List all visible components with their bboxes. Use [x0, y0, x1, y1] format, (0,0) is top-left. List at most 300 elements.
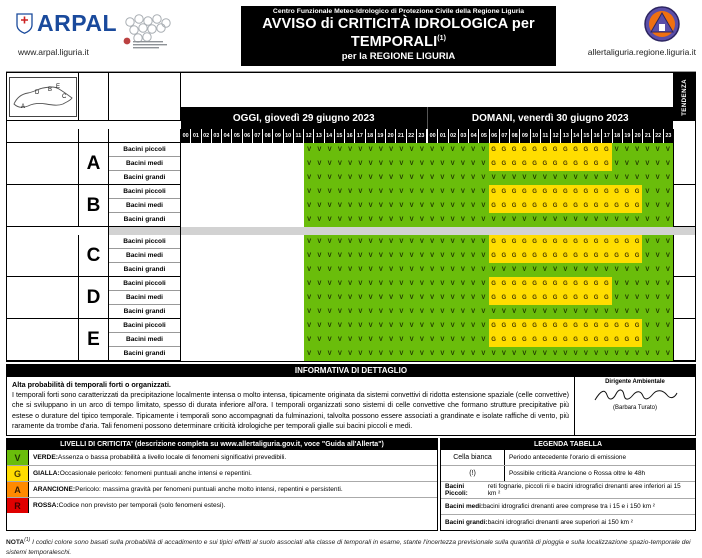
criticity-cell-A-1-44[interactable]: V: [632, 157, 642, 171]
criticity-cell-B-2-35[interactable]: V: [540, 213, 550, 227]
criticity-cell-B-1-40[interactable]: G: [591, 199, 601, 213]
criticity-cell-C-0-27[interactable]: V: [458, 235, 468, 249]
criticity-cell-D-0-30[interactable]: G: [489, 277, 499, 291]
criticity-cell-E-1-27[interactable]: V: [458, 333, 468, 347]
criticity-cell-A-2-1[interactable]: [191, 171, 201, 185]
criticity-cell-C-2-26[interactable]: V: [448, 263, 458, 277]
criticity-cell-C-0-29[interactable]: V: [478, 235, 488, 249]
criticity-cell-C-1-6[interactable]: [243, 249, 253, 263]
criticity-cell-C-0-41[interactable]: G: [601, 235, 611, 249]
criticity-cell-B-2-15[interactable]: V: [335, 213, 345, 227]
criticity-cell-B-1-11[interactable]: [294, 199, 304, 213]
criticity-cell-E-2-18[interactable]: V: [366, 347, 376, 361]
criticity-cell-B-1-37[interactable]: G: [560, 199, 570, 213]
criticity-cell-E-1-7[interactable]: [253, 333, 263, 347]
criticity-cell-B-0-17[interactable]: V: [355, 185, 365, 199]
criticity-cell-A-1-3[interactable]: [212, 157, 222, 171]
criticity-cell-C-1-15[interactable]: V: [335, 249, 345, 263]
criticity-cell-E-2-44[interactable]: V: [632, 347, 642, 361]
criticity-cell-B-2-31[interactable]: V: [499, 213, 509, 227]
criticity-cell-D-0-38[interactable]: G: [571, 277, 581, 291]
criticity-cell-D-0-26[interactable]: V: [448, 277, 458, 291]
criticity-cell-C-0-0[interactable]: [181, 235, 191, 249]
criticity-cell-D-2-23[interactable]: V: [417, 305, 427, 319]
criticity-cell-C-2-35[interactable]: V: [540, 263, 550, 277]
criticity-cell-B-0-18[interactable]: V: [366, 185, 376, 199]
criticity-cell-A-2-39[interactable]: V: [581, 171, 591, 185]
criticity-cell-D-0-15[interactable]: V: [335, 277, 345, 291]
criticity-cell-E-2-45[interactable]: V: [642, 347, 652, 361]
criticity-cell-B-1-13[interactable]: V: [314, 199, 324, 213]
criticity-cell-B-0-47[interactable]: V: [663, 185, 673, 199]
criticity-cell-E-1-24[interactable]: V: [427, 333, 437, 347]
criticity-cell-A-2-31[interactable]: V: [499, 171, 509, 185]
criticity-cell-E-0-43[interactable]: G: [622, 319, 632, 333]
criticity-cell-A-0-10[interactable]: [284, 143, 294, 157]
criticity-cell-C-2-19[interactable]: V: [376, 263, 386, 277]
criticity-cell-D-0-37[interactable]: G: [560, 277, 570, 291]
criticity-cell-D-1-26[interactable]: V: [448, 291, 458, 305]
criticity-cell-C-2-11[interactable]: [294, 263, 304, 277]
criticity-cell-B-2-44[interactable]: V: [632, 213, 642, 227]
criticity-cell-A-2-37[interactable]: V: [560, 171, 570, 185]
criticity-cell-D-0-28[interactable]: V: [468, 277, 478, 291]
criticity-cell-B-2-20[interactable]: V: [386, 213, 396, 227]
criticity-cell-B-1-3[interactable]: [212, 199, 222, 213]
criticity-cell-D-0-31[interactable]: G: [499, 277, 509, 291]
criticity-cell-B-0-4[interactable]: [222, 185, 232, 199]
criticity-cell-C-1-25[interactable]: V: [437, 249, 447, 263]
criticity-cell-A-2-4[interactable]: [222, 171, 232, 185]
criticity-cell-A-0-2[interactable]: [202, 143, 212, 157]
criticity-cell-D-0-25[interactable]: V: [437, 277, 447, 291]
criticity-cell-D-2-33[interactable]: V: [519, 305, 529, 319]
criticity-cell-E-0-29[interactable]: V: [478, 319, 488, 333]
criticity-cell-C-2-29[interactable]: V: [478, 263, 488, 277]
criticity-cell-A-2-18[interactable]: V: [366, 171, 376, 185]
criticity-cell-C-0-18[interactable]: V: [366, 235, 376, 249]
criticity-cell-C-0-44[interactable]: G: [632, 235, 642, 249]
criticity-cell-B-0-37[interactable]: G: [560, 185, 570, 199]
criticity-cell-B-2-45[interactable]: V: [642, 213, 652, 227]
criticity-cell-E-0-11[interactable]: [294, 319, 304, 333]
criticity-cell-A-0-22[interactable]: V: [407, 143, 417, 157]
criticity-cell-D-1-37[interactable]: G: [560, 291, 570, 305]
criticity-cell-C-0-7[interactable]: [253, 235, 263, 249]
criticity-cell-E-1-5[interactable]: [232, 333, 242, 347]
criticity-cell-D-0-10[interactable]: [284, 277, 294, 291]
criticity-cell-E-0-19[interactable]: V: [376, 319, 386, 333]
criticity-cell-E-2-1[interactable]: [191, 347, 201, 361]
criticity-cell-E-0-46[interactable]: V: [653, 319, 663, 333]
criticity-cell-E-0-1[interactable]: [191, 319, 201, 333]
criticity-cell-C-2-30[interactable]: V: [489, 263, 499, 277]
criticity-cell-A-0-6[interactable]: [243, 143, 253, 157]
criticity-cell-C-1-21[interactable]: V: [396, 249, 406, 263]
criticity-cell-B-2-14[interactable]: V: [325, 213, 335, 227]
criticity-cell-C-0-26[interactable]: V: [448, 235, 458, 249]
criticity-cell-C-2-36[interactable]: V: [550, 263, 560, 277]
criticity-cell-A-2-3[interactable]: [212, 171, 222, 185]
criticity-cell-D-2-1[interactable]: [191, 305, 201, 319]
criticity-cell-B-0-39[interactable]: G: [581, 185, 591, 199]
criticity-cell-E-1-34[interactable]: G: [530, 333, 540, 347]
criticity-cell-D-1-31[interactable]: G: [499, 291, 509, 305]
criticity-cell-C-0-46[interactable]: V: [653, 235, 663, 249]
criticity-cell-B-2-2[interactable]: [202, 213, 212, 227]
criticity-cell-D-1-17[interactable]: V: [355, 291, 365, 305]
criticity-cell-C-1-31[interactable]: G: [499, 249, 509, 263]
criticity-cell-B-2-46[interactable]: V: [653, 213, 663, 227]
criticity-cell-E-2-9[interactable]: [273, 347, 283, 361]
criticity-cell-D-0-8[interactable]: [263, 277, 273, 291]
criticity-cell-B-1-38[interactable]: G: [571, 199, 581, 213]
criticity-cell-E-2-29[interactable]: V: [478, 347, 488, 361]
criticity-cell-D-2-32[interactable]: V: [509, 305, 519, 319]
criticity-cell-C-0-6[interactable]: [243, 235, 253, 249]
criticity-cell-E-0-16[interactable]: V: [345, 319, 355, 333]
criticity-cell-C-0-8[interactable]: [263, 235, 273, 249]
criticity-cell-B-0-44[interactable]: G: [632, 185, 642, 199]
tendenza-cell-B[interactable]: [673, 185, 695, 227]
criticity-cell-A-2-19[interactable]: V: [376, 171, 386, 185]
criticity-cell-A-2-42[interactable]: V: [612, 171, 622, 185]
criticity-cell-A-2-34[interactable]: V: [530, 171, 540, 185]
criticity-cell-C-2-7[interactable]: [253, 263, 263, 277]
criticity-cell-E-2-23[interactable]: V: [417, 347, 427, 361]
criticity-cell-E-0-18[interactable]: V: [366, 319, 376, 333]
criticity-cell-A-1-38[interactable]: G: [571, 157, 581, 171]
criticity-cell-E-1-29[interactable]: V: [478, 333, 488, 347]
criticity-cell-C-0-3[interactable]: [212, 235, 222, 249]
criticity-cell-A-1-19[interactable]: V: [376, 157, 386, 171]
criticity-cell-A-0-45[interactable]: V: [642, 143, 652, 157]
criticity-cell-B-0-46[interactable]: V: [653, 185, 663, 199]
criticity-cell-E-0-2[interactable]: [202, 319, 212, 333]
criticity-cell-C-2-37[interactable]: V: [560, 263, 570, 277]
criticity-cell-A-1-39[interactable]: G: [581, 157, 591, 171]
criticity-cell-C-2-39[interactable]: V: [581, 263, 591, 277]
criticity-cell-C-1-8[interactable]: [263, 249, 273, 263]
criticity-cell-B-1-1[interactable]: [191, 199, 201, 213]
criticity-cell-B-2-13[interactable]: V: [314, 213, 324, 227]
criticity-cell-E-1-23[interactable]: V: [417, 333, 427, 347]
criticity-cell-D-2-27[interactable]: V: [458, 305, 468, 319]
criticity-cell-E-0-21[interactable]: V: [396, 319, 406, 333]
criticity-cell-D-2-11[interactable]: [294, 305, 304, 319]
criticity-cell-B-1-34[interactable]: G: [530, 199, 540, 213]
criticity-cell-A-1-31[interactable]: G: [499, 157, 509, 171]
criticity-cell-A-0-1[interactable]: [191, 143, 201, 157]
criticity-cell-B-0-6[interactable]: [243, 185, 253, 199]
criticity-cell-C-1-2[interactable]: [202, 249, 212, 263]
criticity-cell-E-2-41[interactable]: V: [601, 347, 611, 361]
criticity-cell-A-1-6[interactable]: [243, 157, 253, 171]
criticity-cell-B-0-38[interactable]: G: [571, 185, 581, 199]
criticity-cell-D-1-33[interactable]: G: [519, 291, 529, 305]
criticity-cell-E-2-33[interactable]: V: [519, 347, 529, 361]
criticity-cell-B-2-22[interactable]: V: [407, 213, 417, 227]
criticity-cell-E-1-25[interactable]: V: [437, 333, 447, 347]
criticity-cell-B-0-24[interactable]: V: [427, 185, 437, 199]
criticity-cell-E-2-42[interactable]: V: [612, 347, 622, 361]
criticity-cell-E-2-6[interactable]: [243, 347, 253, 361]
criticity-cell-D-2-12[interactable]: V: [304, 305, 314, 319]
criticity-cell-A-0-29[interactable]: V: [478, 143, 488, 157]
criticity-cell-D-2-35[interactable]: V: [540, 305, 550, 319]
criticity-cell-D-1-4[interactable]: [222, 291, 232, 305]
criticity-cell-D-1-7[interactable]: [253, 291, 263, 305]
criticity-cell-E-2-38[interactable]: V: [571, 347, 581, 361]
criticity-cell-B-1-17[interactable]: V: [355, 199, 365, 213]
criticity-cell-E-2-8[interactable]: [263, 347, 273, 361]
criticity-cell-A-2-16[interactable]: V: [345, 171, 355, 185]
criticity-cell-A-2-26[interactable]: V: [448, 171, 458, 185]
criticity-cell-E-2-14[interactable]: V: [325, 347, 335, 361]
criticity-cell-A-1-10[interactable]: [284, 157, 294, 171]
criticity-cell-C-2-38[interactable]: V: [571, 263, 581, 277]
criticity-cell-B-2-17[interactable]: V: [355, 213, 365, 227]
criticity-cell-D-0-46[interactable]: V: [653, 277, 663, 291]
criticity-cell-E-1-38[interactable]: G: [571, 333, 581, 347]
criticity-cell-B-2-40[interactable]: V: [591, 213, 601, 227]
criticity-cell-D-1-22[interactable]: V: [407, 291, 417, 305]
criticity-cell-E-0-35[interactable]: G: [540, 319, 550, 333]
criticity-cell-D-1-2[interactable]: [202, 291, 212, 305]
criticity-cell-A-0-40[interactable]: G: [591, 143, 601, 157]
criticity-cell-C-2-0[interactable]: [181, 263, 191, 277]
criticity-cell-E-0-38[interactable]: G: [571, 319, 581, 333]
criticity-cell-C-1-14[interactable]: V: [325, 249, 335, 263]
criticity-cell-E-0-3[interactable]: [212, 319, 222, 333]
criticity-cell-C-2-13[interactable]: V: [314, 263, 324, 277]
criticity-cell-C-2-8[interactable]: [263, 263, 273, 277]
criticity-cell-A-2-6[interactable]: [243, 171, 253, 185]
criticity-cell-D-1-16[interactable]: V: [345, 291, 355, 305]
criticity-cell-A-1-46[interactable]: V: [653, 157, 663, 171]
criticity-cell-B-0-14[interactable]: V: [325, 185, 335, 199]
criticity-cell-B-0-43[interactable]: G: [622, 185, 632, 199]
criticity-cell-A-2-5[interactable]: [232, 171, 242, 185]
criticity-cell-E-0-27[interactable]: V: [458, 319, 468, 333]
criticity-cell-D-2-4[interactable]: [222, 305, 232, 319]
criticity-cell-A-0-9[interactable]: [273, 143, 283, 157]
criticity-cell-C-0-16[interactable]: V: [345, 235, 355, 249]
criticity-cell-E-0-13[interactable]: V: [314, 319, 324, 333]
criticity-cell-E-1-6[interactable]: [243, 333, 253, 347]
criticity-cell-D-2-17[interactable]: V: [355, 305, 365, 319]
criticity-cell-E-0-33[interactable]: G: [519, 319, 529, 333]
criticity-cell-E-2-16[interactable]: V: [345, 347, 355, 361]
criticity-cell-A-0-35[interactable]: G: [540, 143, 550, 157]
criticity-cell-D-2-41[interactable]: V: [601, 305, 611, 319]
criticity-cell-D-2-45[interactable]: V: [642, 305, 652, 319]
criticity-cell-C-1-28[interactable]: V: [468, 249, 478, 263]
criticity-cell-B-1-39[interactable]: G: [581, 199, 591, 213]
criticity-cell-D-2-40[interactable]: V: [591, 305, 601, 319]
criticity-cell-D-2-30[interactable]: V: [489, 305, 499, 319]
criticity-cell-A-0-18[interactable]: V: [366, 143, 376, 157]
criticity-cell-D-1-21[interactable]: V: [396, 291, 406, 305]
criticity-cell-D-1-23[interactable]: V: [417, 291, 427, 305]
criticity-cell-B-2-47[interactable]: V: [663, 213, 673, 227]
criticity-cell-A-1-27[interactable]: V: [458, 157, 468, 171]
criticity-cell-B-0-9[interactable]: [273, 185, 283, 199]
criticity-cell-B-0-2[interactable]: [202, 185, 212, 199]
criticity-cell-A-0-28[interactable]: V: [468, 143, 478, 157]
criticity-cell-B-0-34[interactable]: G: [530, 185, 540, 199]
criticity-cell-B-2-28[interactable]: V: [468, 213, 478, 227]
criticity-cell-B-2-19[interactable]: V: [376, 213, 386, 227]
criticity-cell-C-1-39[interactable]: G: [581, 249, 591, 263]
criticity-cell-B-0-13[interactable]: V: [314, 185, 324, 199]
criticity-cell-B-1-0[interactable]: [181, 199, 191, 213]
criticity-cell-B-0-22[interactable]: V: [407, 185, 417, 199]
criticity-cell-C-0-1[interactable]: [191, 235, 201, 249]
criticity-cell-B-1-7[interactable]: [253, 199, 263, 213]
criticity-cell-D-2-28[interactable]: V: [468, 305, 478, 319]
criticity-cell-C-1-24[interactable]: V: [427, 249, 437, 263]
tendenza-cell-D[interactable]: [673, 277, 695, 319]
criticity-cell-E-1-8[interactable]: [263, 333, 273, 347]
criticity-cell-B-0-23[interactable]: V: [417, 185, 427, 199]
criticity-cell-B-1-24[interactable]: V: [427, 199, 437, 213]
criticity-cell-E-0-24[interactable]: V: [427, 319, 437, 333]
criticity-cell-A-0-42[interactable]: V: [612, 143, 622, 157]
criticity-cell-B-2-29[interactable]: V: [478, 213, 488, 227]
criticity-cell-E-0-6[interactable]: [243, 319, 253, 333]
criticity-cell-D-2-36[interactable]: V: [550, 305, 560, 319]
criticity-cell-E-0-5[interactable]: [232, 319, 242, 333]
criticity-cell-C-0-5[interactable]: [232, 235, 242, 249]
criticity-cell-A-0-30[interactable]: G: [489, 143, 499, 157]
criticity-cell-C-0-35[interactable]: G: [540, 235, 550, 249]
criticity-cell-B-0-11[interactable]: [294, 185, 304, 199]
criticity-cell-C-1-1[interactable]: [191, 249, 201, 263]
criticity-cell-B-2-9[interactable]: [273, 213, 283, 227]
criticity-cell-E-2-15[interactable]: V: [335, 347, 345, 361]
criticity-cell-B-2-37[interactable]: V: [560, 213, 570, 227]
criticity-cell-D-2-43[interactable]: V: [622, 305, 632, 319]
criticity-cell-B-0-1[interactable]: [191, 185, 201, 199]
criticity-cell-C-0-28[interactable]: V: [468, 235, 478, 249]
criticity-cell-E-2-22[interactable]: V: [407, 347, 417, 361]
criticity-cell-D-1-30[interactable]: G: [489, 291, 499, 305]
criticity-cell-A-2-41[interactable]: V: [601, 171, 611, 185]
criticity-cell-A-0-17[interactable]: V: [355, 143, 365, 157]
criticity-cell-B-1-33[interactable]: G: [519, 199, 529, 213]
criticity-cell-C-1-35[interactable]: G: [540, 249, 550, 263]
criticity-cell-A-0-24[interactable]: V: [427, 143, 437, 157]
criticity-cell-D-2-10[interactable]: [284, 305, 294, 319]
criticity-cell-C-1-46[interactable]: V: [653, 249, 663, 263]
criticity-cell-B-1-5[interactable]: [232, 199, 242, 213]
criticity-cell-C-2-3[interactable]: [212, 263, 222, 277]
criticity-cell-E-2-10[interactable]: [284, 347, 294, 361]
criticity-cell-D-0-18[interactable]: V: [366, 277, 376, 291]
criticity-cell-D-2-14[interactable]: V: [325, 305, 335, 319]
criticity-cell-E-0-34[interactable]: G: [530, 319, 540, 333]
criticity-cell-C-1-29[interactable]: V: [478, 249, 488, 263]
criticity-cell-B-2-1[interactable]: [191, 213, 201, 227]
criticity-cell-E-1-17[interactable]: V: [355, 333, 365, 347]
criticity-cell-B-2-33[interactable]: V: [519, 213, 529, 227]
criticity-cell-C-0-10[interactable]: [284, 235, 294, 249]
criticity-cell-B-0-15[interactable]: V: [335, 185, 345, 199]
criticity-cell-D-2-6[interactable]: [243, 305, 253, 319]
criticity-cell-C-0-45[interactable]: V: [642, 235, 652, 249]
criticity-cell-A-0-34[interactable]: G: [530, 143, 540, 157]
criticity-cell-C-0-15[interactable]: V: [335, 235, 345, 249]
criticity-cell-B-2-26[interactable]: V: [448, 213, 458, 227]
criticity-cell-B-2-42[interactable]: V: [612, 213, 622, 227]
criticity-cell-B-2-43[interactable]: V: [622, 213, 632, 227]
criticity-cell-D-0-11[interactable]: [294, 277, 304, 291]
criticity-cell-C-1-10[interactable]: [284, 249, 294, 263]
criticity-cell-A-1-21[interactable]: V: [396, 157, 406, 171]
criticity-cell-A-0-46[interactable]: V: [653, 143, 663, 157]
criticity-cell-B-2-4[interactable]: [222, 213, 232, 227]
criticity-cell-C-2-16[interactable]: V: [345, 263, 355, 277]
criticity-cell-C-2-1[interactable]: [191, 263, 201, 277]
criticity-cell-D-1-13[interactable]: V: [314, 291, 324, 305]
criticity-cell-A-2-21[interactable]: V: [396, 171, 406, 185]
criticity-cell-C-0-11[interactable]: [294, 235, 304, 249]
criticity-cell-A-2-13[interactable]: V: [314, 171, 324, 185]
criticity-cell-B-1-6[interactable]: [243, 199, 253, 213]
criticity-cell-B-0-5[interactable]: [232, 185, 242, 199]
criticity-cell-C-2-34[interactable]: V: [530, 263, 540, 277]
criticity-cell-C-2-41[interactable]: V: [601, 263, 611, 277]
criticity-cell-E-0-7[interactable]: [253, 319, 263, 333]
criticity-cell-C-0-24[interactable]: V: [427, 235, 437, 249]
criticity-cell-A-0-8[interactable]: [263, 143, 273, 157]
criticity-cell-A-1-11[interactable]: [294, 157, 304, 171]
criticity-cell-A-0-26[interactable]: V: [448, 143, 458, 157]
criticity-cell-A-2-45[interactable]: V: [642, 171, 652, 185]
criticity-cell-C-0-13[interactable]: V: [314, 235, 324, 249]
criticity-cell-B-0-26[interactable]: V: [448, 185, 458, 199]
criticity-cell-A-0-31[interactable]: G: [499, 143, 509, 157]
criticity-cell-A-2-9[interactable]: [273, 171, 283, 185]
criticity-cell-A-2-23[interactable]: V: [417, 171, 427, 185]
criticity-cell-A-1-26[interactable]: V: [448, 157, 458, 171]
criticity-cell-C-0-20[interactable]: V: [386, 235, 396, 249]
criticity-cell-E-1-41[interactable]: G: [601, 333, 611, 347]
criticity-cell-D-0-32[interactable]: G: [509, 277, 519, 291]
criticity-cell-E-1-0[interactable]: [181, 333, 191, 347]
criticity-cell-B-2-8[interactable]: [263, 213, 273, 227]
criticity-cell-A-2-44[interactable]: V: [632, 171, 642, 185]
criticity-cell-A-1-16[interactable]: V: [345, 157, 355, 171]
criticity-cell-A-2-32[interactable]: V: [509, 171, 519, 185]
criticity-cell-D-2-31[interactable]: V: [499, 305, 509, 319]
criticity-cell-B-2-21[interactable]: V: [396, 213, 406, 227]
criticity-cell-B-0-28[interactable]: V: [468, 185, 478, 199]
criticity-cell-C-2-24[interactable]: V: [427, 263, 437, 277]
criticity-cell-A-1-18[interactable]: V: [366, 157, 376, 171]
criticity-cell-B-1-46[interactable]: V: [653, 199, 663, 213]
criticity-cell-D-1-34[interactable]: G: [530, 291, 540, 305]
criticity-cell-E-0-20[interactable]: V: [386, 319, 396, 333]
criticity-cell-A-1-7[interactable]: [253, 157, 263, 171]
criticity-cell-A-2-46[interactable]: V: [653, 171, 663, 185]
criticity-cell-B-2-0[interactable]: [181, 213, 191, 227]
criticity-cell-E-2-36[interactable]: V: [550, 347, 560, 361]
criticity-cell-E-2-30[interactable]: V: [489, 347, 499, 361]
criticity-cell-B-0-31[interactable]: G: [499, 185, 509, 199]
criticity-cell-D-0-36[interactable]: G: [550, 277, 560, 291]
